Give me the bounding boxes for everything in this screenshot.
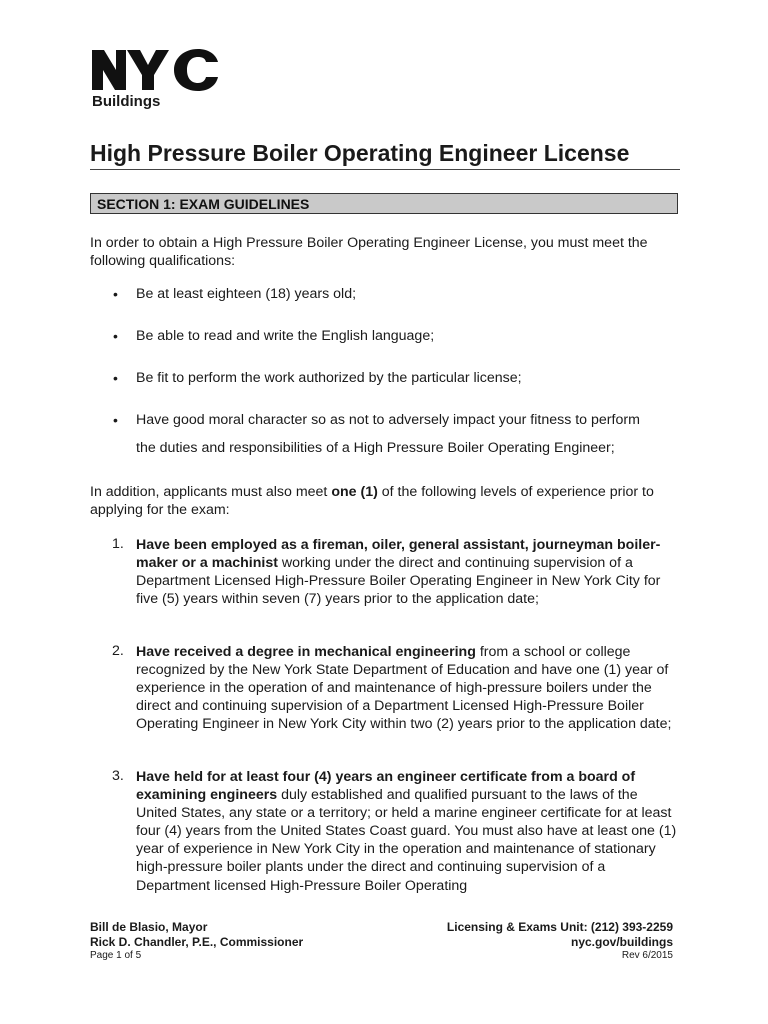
title-divider [90, 169, 680, 170]
list-number: 3. [112, 768, 124, 784]
list-number: 1. [112, 536, 124, 552]
page-title: High Pressure Boiler Operating Engineer License [90, 140, 630, 166]
list-item-bold: Have received a degree in mechanical engineering [136, 644, 476, 660]
list-item-text: from a school or college recognized by the New York State Department of Education and have one (1) year of experience in the operation of and maintenance of high-pressure boilers under the direct and continuing supervision of a Department Licensed High-Pressure Boiler Operating Engineer in New York City within two (2) years prior to the application date; [136, 644, 672, 733]
experience-paragraph [90, 483, 690, 519]
experience-emphasis: one (1) [331, 484, 378, 500]
nyc-buildings-logo [90, 48, 222, 113]
list-number: 2. [112, 643, 124, 659]
list-item-text: working under the direct and continuing supervision of a Department Licensed High-Pressure Boiler Operating Engineer in New York City for five (5) years within seven (7) years prior to the application date; [136, 555, 661, 608]
list-item [136, 643, 680, 733]
section-title: SECTION 1: EXAM GUIDELINES [97, 196, 310, 212]
intro-paragraph: In order to obtain a High Pressure Boiler Operating Engineer License, you must meet the following qualifications: [90, 235, 648, 269]
bullet-item: Be fit to perform the work authorized by the particular license; [136, 370, 522, 386]
bullet-mark: • [113, 286, 118, 302]
list-item-bold: Have held for at least four (4) years an engineer certificate from a board of examining engineers [136, 769, 636, 804]
footer-licensing-unit: Licensing & Exams Unit: (212) 393-2259 [446, 920, 673, 934]
experience-text: of the following levels of experience prior to applying for the exam: [90, 484, 654, 518]
list-item [136, 536, 680, 608]
bullet-mark: • [113, 412, 118, 428]
bullet-item: Be able to read and write the English language; [136, 328, 435, 344]
footer-commissioner: Rick D. Chandler, P.E., Commissioner [90, 935, 304, 949]
list-item-text: duly established and qualified pursuant to the laws of the United States, any state or a territory; or held a marine engineer certificate for at least four (4) years from the United States Coast guard. You must also have at least one (1) year of experience in New York City in the operation and maintenance of stationary high-pressure boiler plants under the direct and continuing supervision of a Department licensed High-Pressure Boiler Operating [136, 787, 677, 894]
list-item-bold: Have been employed as a fireman, oiler, general assistant, journeyman boiler-maker or a machinist [136, 537, 661, 572]
logo-subtitle: Buildings [92, 93, 161, 110]
bullet-item: Have good moral character so as not to adversely impact your fitness to perform [136, 412, 640, 428]
footer-page-number: Page 1 of 5 [90, 950, 142, 961]
experience-text: In addition, applicants must also meet [90, 484, 332, 500]
bullet-item-continued: the duties and responsibilities of a High Pressure Boiler Operating Engineer; [136, 440, 615, 456]
nyc-logo-mark [90, 48, 222, 92]
footer-revision: Rev 6/2015 [621, 950, 673, 961]
bullet-mark: • [113, 328, 118, 344]
bullet-mark: • [113, 370, 118, 386]
bullet-item: Be at least eighteen (18) years old; [136, 286, 357, 302]
footer-mayor: Bill de Blasio, Mayor [90, 920, 208, 934]
section-header [90, 193, 678, 214]
list-item [136, 768, 680, 895]
footer-website: nyc.gov/buildings [570, 935, 673, 949]
